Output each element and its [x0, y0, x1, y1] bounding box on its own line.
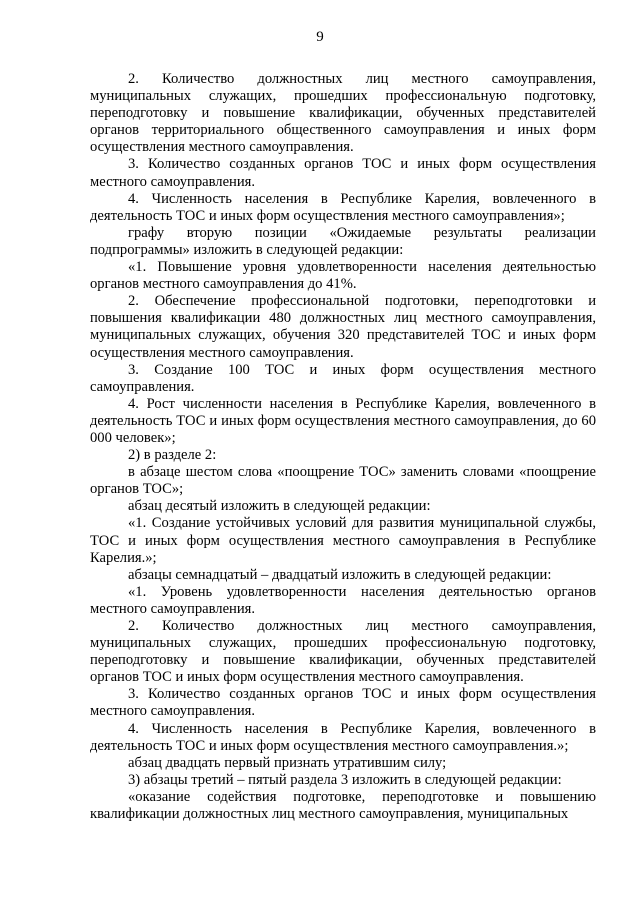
paragraph: графу вторую позиции «Ожидаемые результаты реализации подпрограммы» изложить в следующей редакции: [90, 224, 596, 258]
paragraph: «1. Уровень удовлетворенности населения деятельностью органов местного самоуправления. [90, 583, 596, 617]
paragraph: 3) абзацы третий – пятый раздела 3 изложить в следующей редакции: [128, 771, 562, 788]
paragraph: абзац двадцать первый признать утратившим силу; [128, 754, 447, 771]
paragraph: 2. Обеспечение профессиональной подготовки, переподготовки и повышения квалификации 480 должностных лиц местного самоуправления, муниципальных служащих, обучения 320 представителей ТОС и иных форм осуществления местного самоуправления. [90, 293, 596, 361]
paragraph: в абзаце шестом слова «поощрение ТОС» заменить словами «поощрение органов ТОС»; [90, 464, 596, 498]
paragraph: 4. Численность населения в Республике Карелия, вовлеченного в деятельность ТОС и иных форм осуществления местного самоуправления.»; [90, 720, 596, 754]
document-body [90, 71, 596, 823]
paragraph: 2. Количество должностных лиц местного самоуправления, муниципальных служащих, прошедших профессиональную подготовку, переподготовку и повышение квалификации, обученных представителей органов ТОС и иных форм осуществления местного самоуправления. [90, 618, 596, 686]
paragraph: 2. Количество должностных лиц местного самоуправления, муниципальных служащих, прошедших профессиональную подготовку, переподготовку и повышение квалификации, обученных представителей органов территориального общественного самоуправления и иных форм осуществления местного самоуправления. [90, 71, 596, 156]
paragraph: «оказание содействия подготовке, переподготовке и повышению квалификации должностных лиц местного самоуправления, муниципальных [90, 788, 596, 823]
paragraph: 3. Количество созданных органов ТОС и иных форм осуществления местного самоуправления. [90, 156, 596, 190]
paragraph: «1. Создание устойчивых условий для развития муниципальной службы, ТОС и иных форм осуществления местного самоуправления в Республике Карелия.»; [90, 515, 596, 566]
paragraph: 2) в разделе 2: [128, 447, 217, 464]
paragraph: абзацы семнадцатый – двадцатый изложить в следующей редакции: [128, 566, 552, 583]
paragraph: «1. Повышение уровня удовлетворенности населения деятельностью органов местного самоуправления до 41%. [90, 259, 596, 293]
paragraph: 3. Создание 100 ТОС и иных форм осуществления местного самоуправления. [90, 361, 596, 395]
page-number: 9 [316, 29, 324, 45]
paragraph: 4. Численность населения в Республике Карелия, вовлеченного в деятельность ТОС и иных форм осуществления местного самоуправления»; [90, 190, 596, 224]
paragraph: 3. Количество созданных органов ТОС и иных форм осуществления местного самоуправления. [90, 686, 596, 720]
paragraph: 4. Рост численности населения в Республике Карелия, вовлеченного в деятельность ТОС и иных форм осуществления местного самоуправления, до 60 000 человек»; [90, 395, 596, 446]
paragraph: абзац десятый изложить в следующей редакции: [128, 498, 431, 515]
